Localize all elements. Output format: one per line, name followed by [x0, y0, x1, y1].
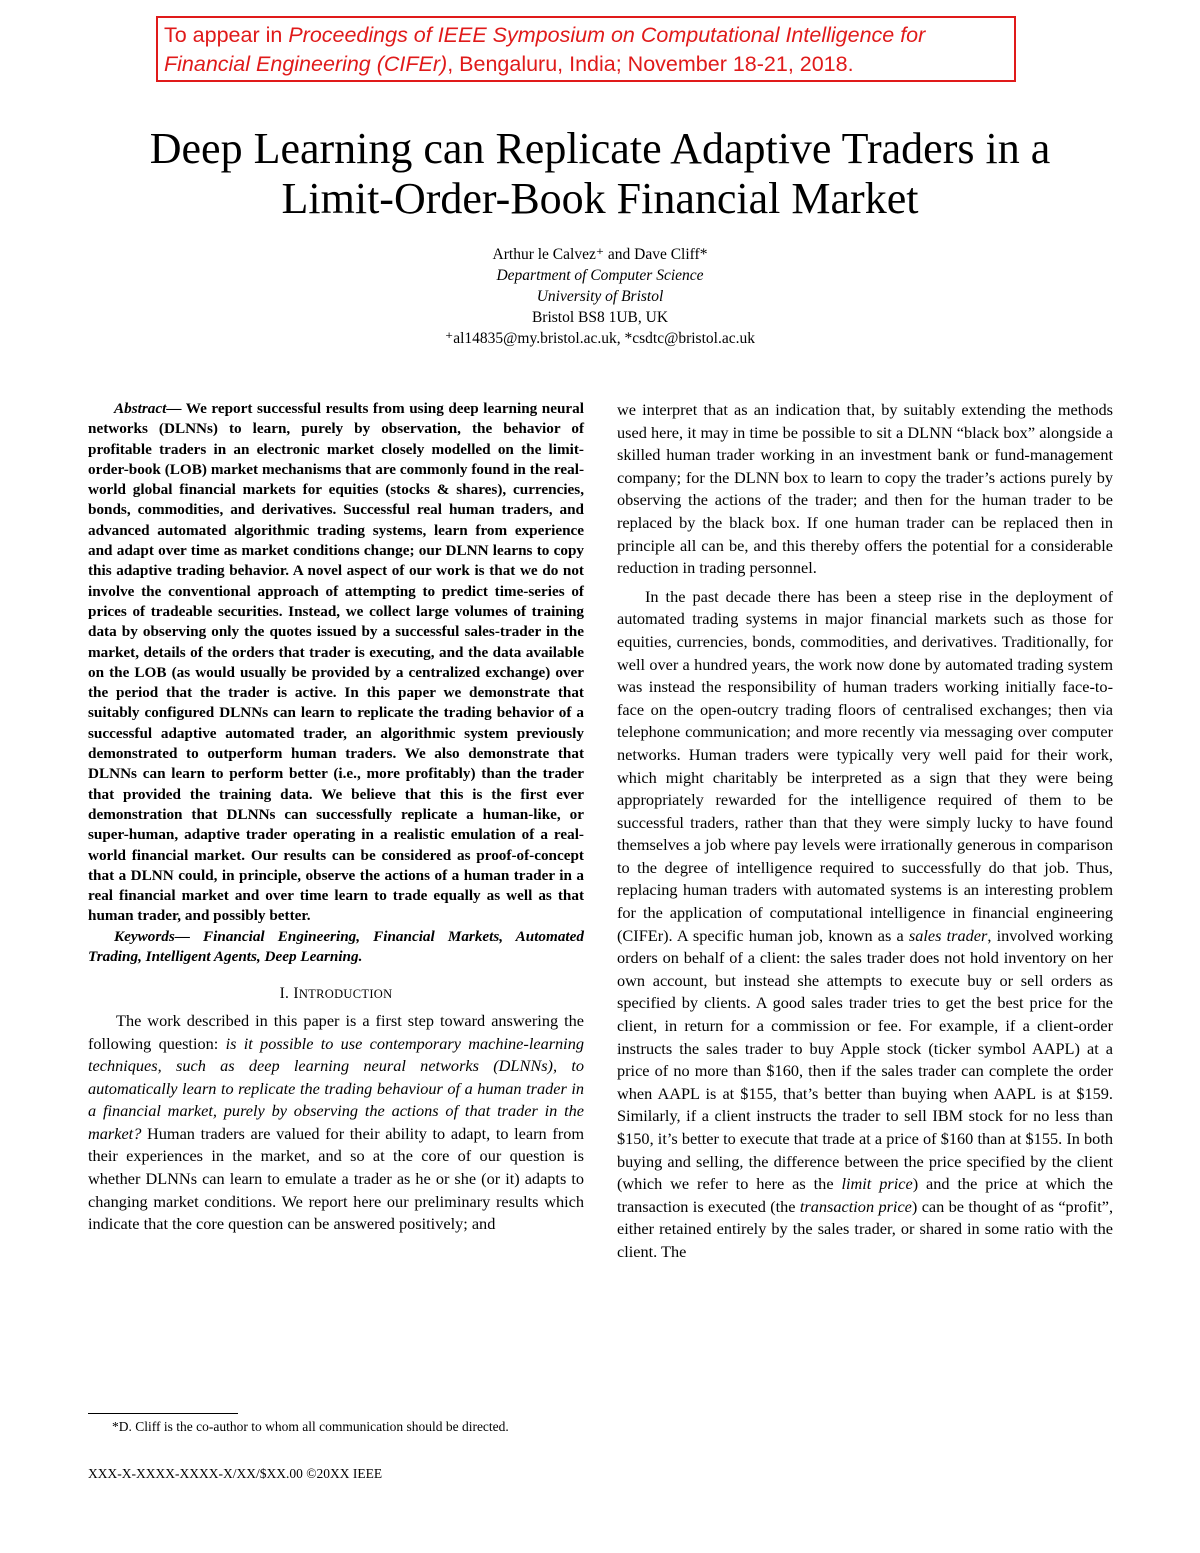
notice-prefix: To appear in: [164, 23, 289, 47]
abstract-text: We report successful results from using deep learning neural networks (DLNNs) to learn, purely by observation, the behavior of profitable traders in an electronic market closely modelled on the limit-order-book (LOB) market mechanisms that are commonly found in the real-world global financial markets for equities (stocks & shares), currencies, bonds, commodities, and derivatives. Successful real human traders, and advanced automated algorithmic trading systems, learn from experience and adapt over time as market conditions change; our DLNN learns to copy this adaptive trading behavior. A novel aspect of our work is that we do not involve the conventional approach of attempting to predict time-series of prices of tradeable securities. Instead, we collect large volumes of training data by observing only the quotes issued by a successful sales-trader in the market, details of the orders that trader is executing, and the data available on the LOB (as would usually be provided by a centralized exchange) over the period that the trader is active. In this paper we demonstrate that suitably configured DLNNs can learn to replicate the trading behavior of a successful adaptive automated trader, an algorithmic system previously demonstrated to outperform human traders. We also demonstrate that DLNNs can learn to perform better (i.e., more profitably) than the trader that provided the training data. We believe that this is the first ever demonstration that DLNNs can successfully replicate a human-like, or super-human, adaptive trader operating in a realistic emulation of a real-world financial market. Our results can be considered as proof-of-concept that a DLNN could, in principle, observe the actions of a human trader in a real financial market and over time learn to trade equally as well as that human trader, and possibly better.: [88, 400, 584, 925]
author-names: Arthur le Calvez⁺ and Dave Cliff*: [492, 246, 708, 263]
title-line-1: Deep Learning can Replicate Adaptive Traders in a: [149, 124, 1051, 173]
title-line-2: Limit-Order-Book Financial Market: [281, 174, 919, 223]
section-heading-introduction: I. INTRODUCTION: [279, 985, 393, 1003]
right-column: [617, 399, 1113, 1264]
author-university: University of Bristol: [536, 288, 664, 305]
term-transaction-price: transaction price: [799, 1196, 912, 1216]
copyright-line: XXX-X-XXXX-XXXX-X/XX/$XX.00 ©20XX IEEE: [88, 1466, 383, 1481]
author-address: Bristol BS8 1UB, UK: [531, 309, 669, 326]
right-paragraph-1: we interpret that as an indication that, by suitably extending the methods used here, it may in time be possible to sit a DLNN “black box” alongside a skilled human trader working in an investment bank or fund-management company; for the DLNN box to learn to copy the trader’s actions purely by observing the actions of the trader; and then for the human trader to be replaced by the black box. If one human trader can be replaced then in principle all can be, and this thereby offers the potential for a considerable reduction in trading personnel.: [617, 400, 1113, 578]
author-emails: ⁺al14835@my.bristol.ac.uk, *csdtc@bristol.ac.uk: [445, 330, 755, 347]
publication-notice: [156, 16, 1016, 82]
author-department: Department of Computer Science: [496, 267, 704, 284]
abstract: [88, 399, 584, 927]
notice-suffix: , Bengaluru, India; November 18-21, 2018.: [447, 52, 854, 76]
intro-paragraph: The work described in this paper is a first step toward answering the following question: is it possible to use contemporary machine-learning techniques, such as deep learning neural networks (DLNNs), to automatically learn to replicate the trading behaviour of a human trader in a financial market, purely by observing the actions of that trader in the market? Human traders are valued for their ability to adapt, to learn from their experiences in the market, and so at the core of our question is whether DLNNs can learn to emulate a trader as he or she (or it) adapts to changing market conditions. We report here our preliminary results which indicate that the core question can be answered positively; and: [88, 1010, 584, 1234]
term-limit-price: limit price: [841, 1174, 913, 1194]
paper-title: [60, 124, 1140, 224]
footnote: *D. Cliff is the co-author to whom all communication should be directed.: [112, 1419, 509, 1434]
left-column: [88, 399, 584, 1236]
footnote-divider: [88, 1413, 238, 1414]
notice-venue: Proceedings of IEEE Symposium on Computational Intelligence for Financial Engineering (CIFEr): [164, 23, 926, 76]
abstract-lead: Abstract—: [114, 400, 182, 417]
right-paragraph-2: In the past decade there has been a steep rise in the deployment of automated trading systems in major financial markets such as those for equities, currencies, bonds, commodities, and derivatives. Traditionally, for well over a hundred years, the work now done by automated trading system was instead the responsibility of human traders working initially face-to-face on the open-outcry trading floors of centralised exchanges; then via telephone communication; and more recently via messaging over computer networks. Human traders were typically very well paid for their work, which might charitably be interpreted as a sign that they were being appropriately rewarded for the intelligence required of them to be successful traders, rather than that they were simply lucky to have found themselves a job where pay levels were irrationally generous in comparison to the degree of intelligence required to successfully do that job. Thus, replacing human traders with automated systems is an interesting problem for the application of computational intelligence in financial engineering (CIFEr). A specific human job, known as a sales trader, involved working orders on behalf of a client: the sales trader does not hold inventory on her own account, but instead she attempts to execute buy or sell orders as specified by clients. A good sales trader tries to get the best price for the client, in return for a commission or fee. For example, if a client-order instructs the sales trader to buy Apple stock (ticker symbol AAPL) at a price of no more than $160, then if the sales trader can complete the order when AAPL is at $155, that’s better than buying when AAPL is at $159. Similarly, if a client instructs the trader to sell IBM stock for no less than $150, it’s better to execute that trade at a price of $160 than at $155. In both buying and selling, the difference between the price specified by the client (which we refer to here as the limit price) and the price at which the transaction is executed (the transaction price) can be thought of as “profit”, either retained entirely by the sales trader, or shared in some ratio with the client. The: [617, 586, 1114, 1261]
term-sales-trader: sales trader: [908, 925, 988, 945]
research-question: is it possible to use contemporary machine-learning techniques, such as deep learning neural networks (DLNNs), to automatically learn to replicate the trading behaviour of a human trader in a financial market, purely by observing the actions of that trader in the market?: [88, 1033, 584, 1143]
keywords: Keywords— Financial Engineering, Financial Markets, Automated Trading, Intelligent Agents, Deep Learning.: [88, 927, 584, 966]
author-block: [300, 244, 900, 349]
